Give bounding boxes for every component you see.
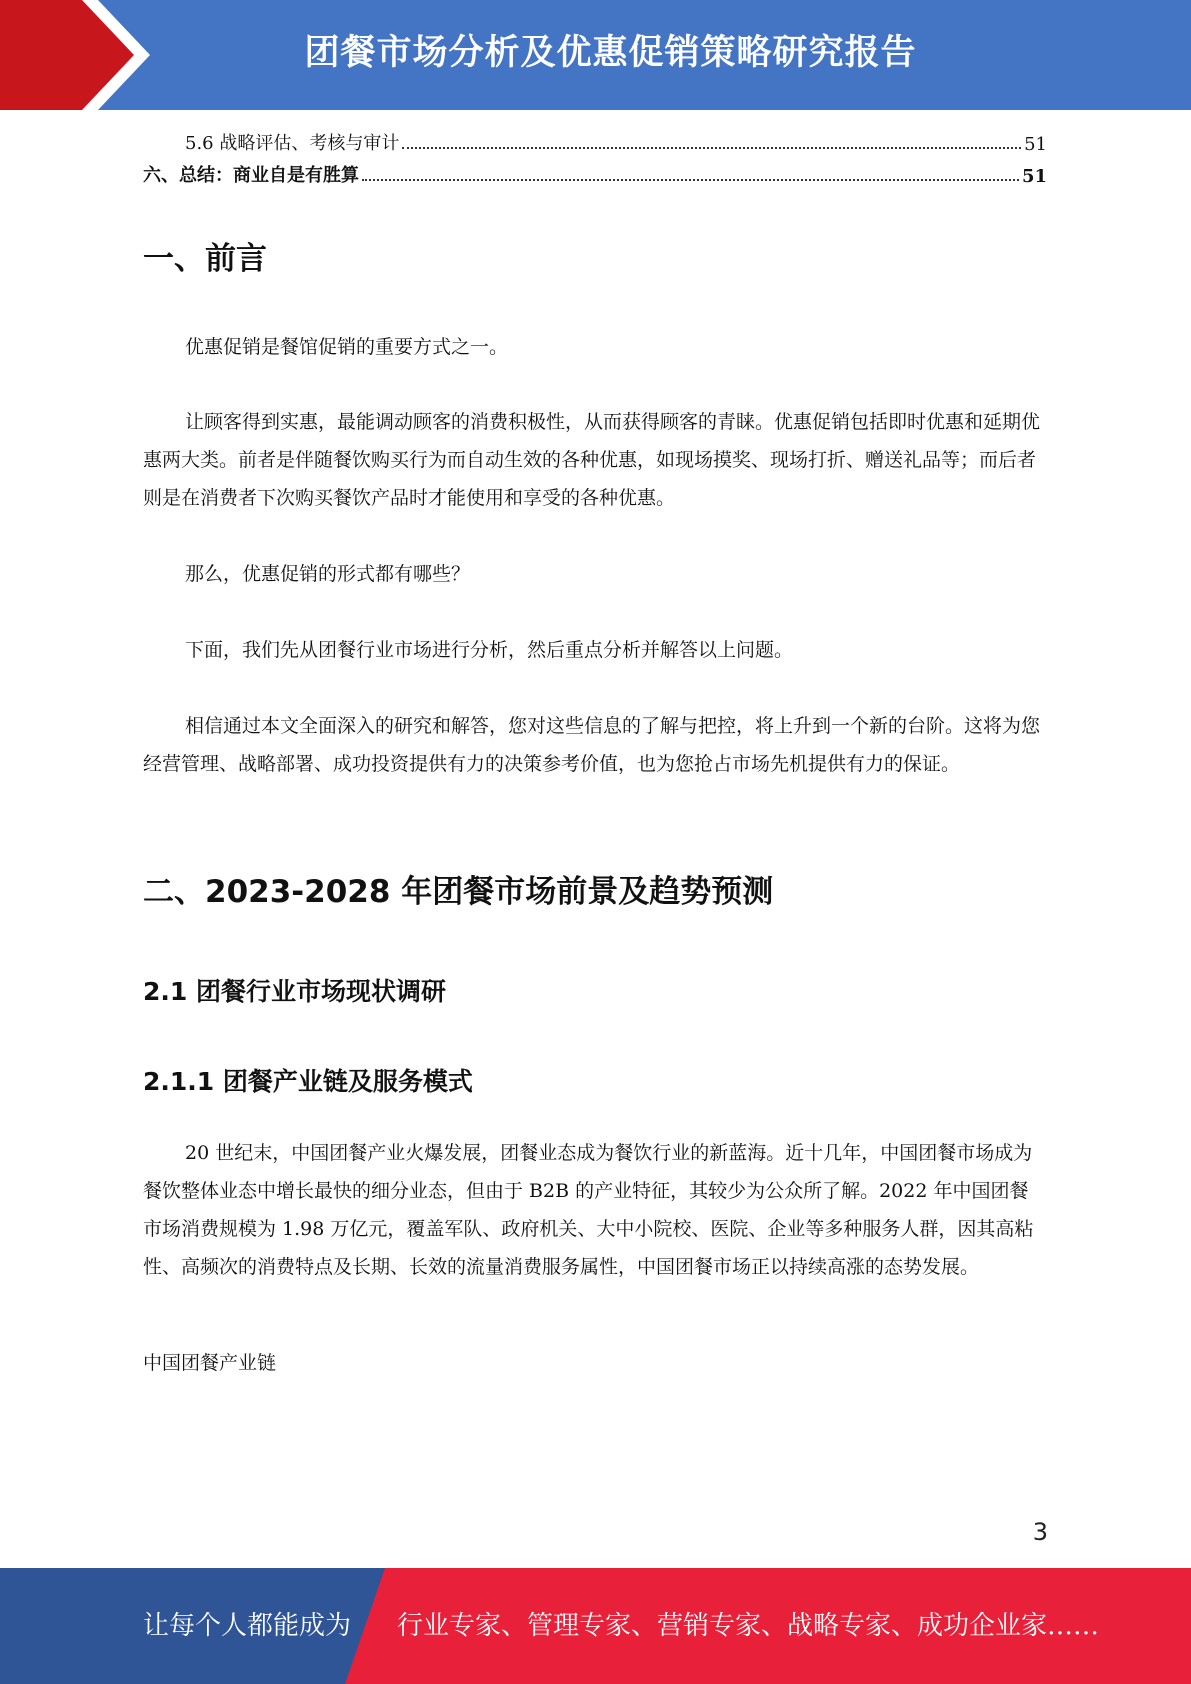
paragraph: 那么，优惠促销的形式都有哪些？ [185,563,471,585]
toc-leader-dots [402,147,1021,149]
section-heading-forecast: 二、2023-2028 年团餐市场前景及趋势预测 [143,874,774,910]
paragraph: 让顾客得到实惠，最能调动顾客的消费积极性，从而获得顾客的青睐。优惠促销包括即时优惠和延期优惠两大类。前者是伴随餐饮购买行为而自动生效的各种优惠，如现场摸奖、现场打折、赠送礼品等；而后者则是在消费者下次购买餐饮产品时才能使用和享受的各种优惠。 [143,411,1041,509]
toc-entry-page: 51 [1024,134,1047,155]
paragraph: 相信通过本文全面深入的研究和解答，您对这些信息的了解与把控，将上升到一个新的台阶。这将为您经营管理、战略部署、成功投资提供有力的决策参考价值，也为您抢占市场先机提供有力的保证。 [143,715,1041,775]
toc-entry-label: 六、总结：商业自是有胜算 [143,165,359,186]
footer-slogan-left: 让每个人都能成为 [143,1611,352,1641]
toc-entry-label: 5.6 战略评估、考核与审计 [185,133,400,154]
subsection-heading: 2.1 团餐行业市场现状调研 [143,977,446,1006]
footer-slogan-right: 行业专家、管理专家、营销专家、战略专家、成功企业家…… [397,1611,1100,1641]
paragraph: 下面，我们先从团餐行业市场进行分析，然后重点分析并解答以上问题。 [185,639,794,661]
toc-entry[interactable] [143,129,1047,155]
subsection-heading: 2.1.1 团餐产业链及服务模式 [143,1067,473,1096]
paragraph: 优惠促销是餐馆促销的重要方式之一。 [185,336,509,358]
figure-caption: 中国团餐产业链 [143,1352,277,1374]
document-title: 团餐市场分析及优惠促销策略研究报告 [304,33,917,73]
toc-entry[interactable] [143,161,1047,187]
toc-leader-dots [362,179,1019,181]
footer-banner [0,1568,1191,1684]
section-heading-preface: 一、前言 [143,241,267,277]
header-arrow-icon [0,0,160,110]
page-number: 3 [1032,1518,1048,1546]
toc-entry-page: 51 [1021,166,1047,187]
header-banner [0,0,1191,110]
paragraph: 20 世纪末，中国团餐产业火爆发展，团餐业态成为餐饮行业的新蓝海。近十几年，中国团餐市场成为餐饮整体业态中增长最快的细分业态，但由于 B2B 的产业特征，其较少为公众所了解。2022 年中国团餐市场消费规模为 1.98 万亿元，覆盖军队、政府机关、大中小院校、医院、企业等多种服务人群，因其高粘性、高频次的消费特点及长期、长效的流量消费服务属性，中国团餐市场正以持续高涨的态势发展。 [143,1142,1034,1278]
